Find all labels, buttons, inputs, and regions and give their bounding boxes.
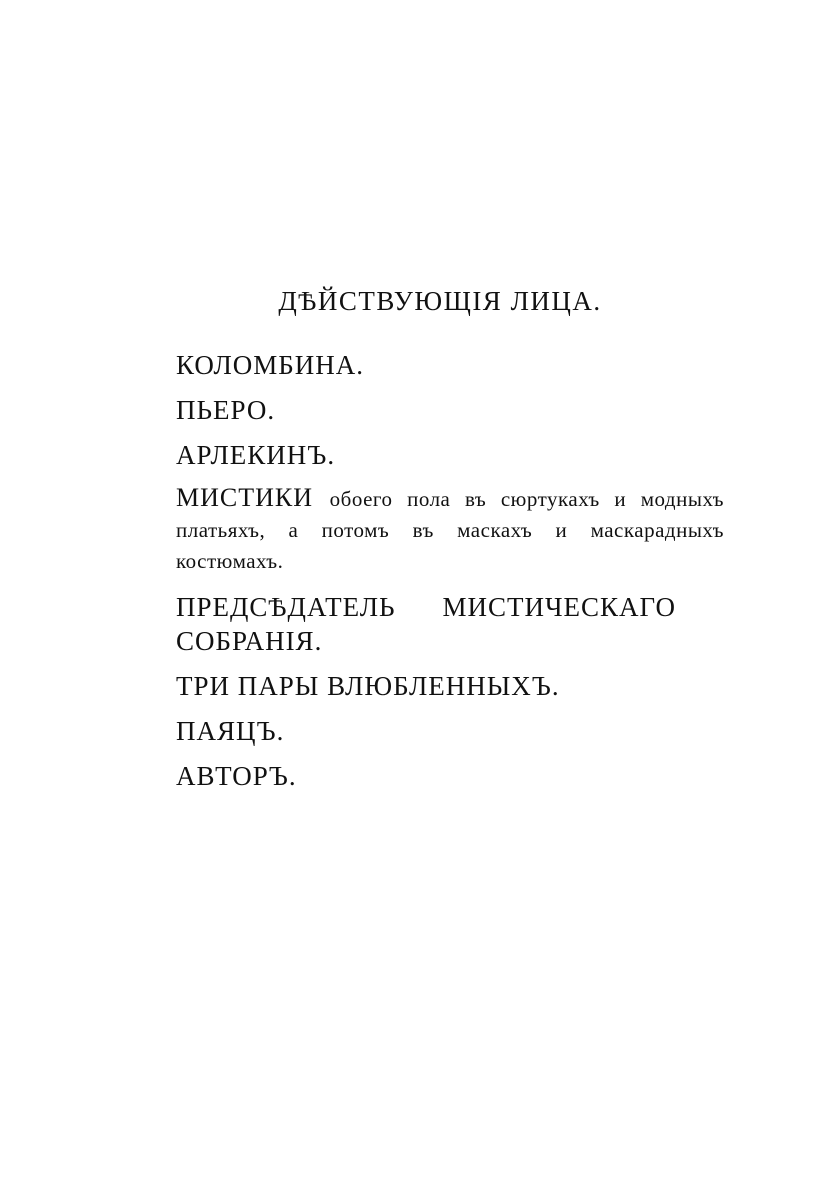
character-entry	[176, 714, 724, 748]
character-entry	[176, 483, 724, 576]
character-entry	[176, 393, 724, 427]
page-heading: ДѢЙСТВУЮЩІЯ ЛИЦА.	[278, 286, 602, 316]
character-name: КОЛОМБИНА.	[176, 350, 365, 380]
character-name: ПАЯЦЪ.	[176, 716, 285, 746]
character-description: обоего пола въ сюртукахъ и модныхъ платьяхъ, а потомъ въ маскахъ и маскарадныхъ костюмахъ.	[176, 487, 725, 573]
character-entry	[176, 759, 724, 793]
character-entry	[176, 348, 724, 382]
character-entry	[176, 590, 676, 658]
character-name: ПРЕДСѢДАТЕЛЬ МИСТИЧЕСКАГО СОБРАНІЯ.	[176, 592, 676, 656]
character-name: АРЛЕКИНЪ.	[176, 440, 336, 470]
character-name: МИСТИКИ	[176, 483, 314, 512]
character-entry	[176, 669, 724, 703]
character-list	[176, 348, 724, 804]
character-name: АВТОРЪ.	[176, 761, 297, 791]
character-name: ТРИ ПАРЫ ВЛЮБЛЕННЫХЪ.	[176, 671, 560, 701]
character-entry	[176, 438, 724, 472]
character-name: ПЬЕРО.	[176, 395, 276, 425]
